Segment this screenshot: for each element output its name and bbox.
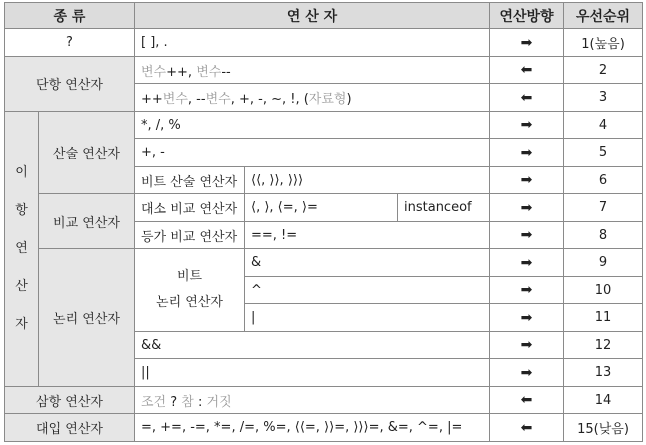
operator-cell: 조건 ? 참 : 거짓 (135, 386, 490, 414)
table-row (5, 194, 643, 222)
priority-cell: 3 (564, 84, 643, 112)
priority-cell: 4 (564, 111, 643, 139)
operator-cell: && (135, 331, 490, 359)
priority-cell: 8 (564, 221, 643, 249)
priority-cell: 14 (564, 386, 643, 414)
header-kind: 종 류 (5, 3, 135, 29)
priority-cell: 10 (564, 276, 643, 304)
header-row (5, 3, 643, 29)
arrow-right-icon: ➡ (490, 331, 564, 359)
operator-cell: *, /, % (135, 111, 490, 139)
operator-cell: ==, != (245, 221, 490, 249)
operator-cell: & (245, 249, 490, 277)
operator-cell: [ ], . (135, 29, 490, 57)
priority-cell: 5 (564, 139, 643, 167)
table-row (5, 386, 643, 414)
table-row (5, 249, 643, 277)
operator-cell: ++변수, --변수, +, -, ~, !, (자료형) (135, 84, 490, 112)
arrow-right-icon: ➡ (490, 304, 564, 332)
header-direction: 연산방향 (490, 3, 564, 29)
arrow-right-icon: ➡ (490, 29, 564, 57)
priority-cell: 2 (564, 56, 643, 84)
priority-cell: 11 (564, 304, 643, 332)
header-operator: 연 산 자 (135, 3, 490, 29)
operator-cell: =, +=, -=, *=, /=, %=, ⟨⟨=, ⟩⟩=, ⟩⟩⟩=, &=, ^=, |= (135, 414, 490, 442)
sub-kind-cell: 등가 비교 연산자 (135, 221, 245, 249)
operator-cell: ⟨, ⟩, ⟨=, ⟩= (245, 194, 398, 222)
header-priority: 우선순위 (564, 3, 643, 29)
arrow-left-icon: ⬅ (490, 414, 564, 442)
operator-cell: ^ (245, 276, 490, 304)
arrow-right-icon: ➡ (490, 221, 564, 249)
kind-cell: ? (5, 29, 135, 57)
operator-extra-cell: instanceof (398, 194, 490, 222)
kind-cell-compare: 비교 연산자 (39, 194, 135, 249)
arrow-right-icon: ➡ (490, 359, 564, 387)
kind-cell-unary: 단항 연산자 (5, 56, 135, 111)
table-row (5, 111, 643, 139)
operator-cell: | (245, 304, 490, 332)
sub-kind-cell: 대소 비교 연산자 (135, 194, 245, 222)
kind-cell-binary: 이 항 연 산 자 (5, 111, 39, 386)
operator-precedence-table (4, 2, 643, 442)
kind-cell-ternary: 삼항 연산자 (5, 386, 135, 414)
operator-cell: ⟨⟨, ⟩⟩, ⟩⟩⟩ (245, 166, 490, 194)
arrow-right-icon: ➡ (490, 111, 564, 139)
table-row (5, 414, 643, 442)
sub-kind-cell: 비트 산술 연산자 (135, 166, 245, 194)
operator-cell: 변수++, 변수-- (135, 56, 490, 84)
priority-cell: 9 (564, 249, 643, 277)
priority-cell: 1(높음) (564, 29, 643, 57)
table-row (5, 56, 643, 84)
arrow-right-icon: ➡ (490, 249, 564, 277)
operator-cell: +, - (135, 139, 490, 167)
sub-kind-cell-bit-logic: 비트 논리 연산자 (135, 249, 245, 332)
priority-cell: 12 (564, 331, 643, 359)
kind-cell-logic: 논리 연산자 (39, 249, 135, 387)
arrow-right-icon: ➡ (490, 276, 564, 304)
table-row (5, 29, 643, 57)
arrow-left-icon: ⬅ (490, 386, 564, 414)
kind-cell-arith: 산술 연산자 (39, 111, 135, 194)
arrow-right-icon: ➡ (490, 194, 564, 222)
arrow-right-icon: ➡ (490, 166, 564, 194)
kind-cell-assign: 대입 연산자 (5, 414, 135, 442)
priority-cell: 7 (564, 194, 643, 222)
priority-cell: 6 (564, 166, 643, 194)
arrow-left-icon: ⬅ (490, 56, 564, 84)
arrow-left-icon: ⬅ (490, 84, 564, 112)
priority-cell: 15(낮음) (564, 414, 643, 442)
priority-cell: 13 (564, 359, 643, 387)
arrow-right-icon: ➡ (490, 139, 564, 167)
operator-cell: || (135, 359, 490, 387)
